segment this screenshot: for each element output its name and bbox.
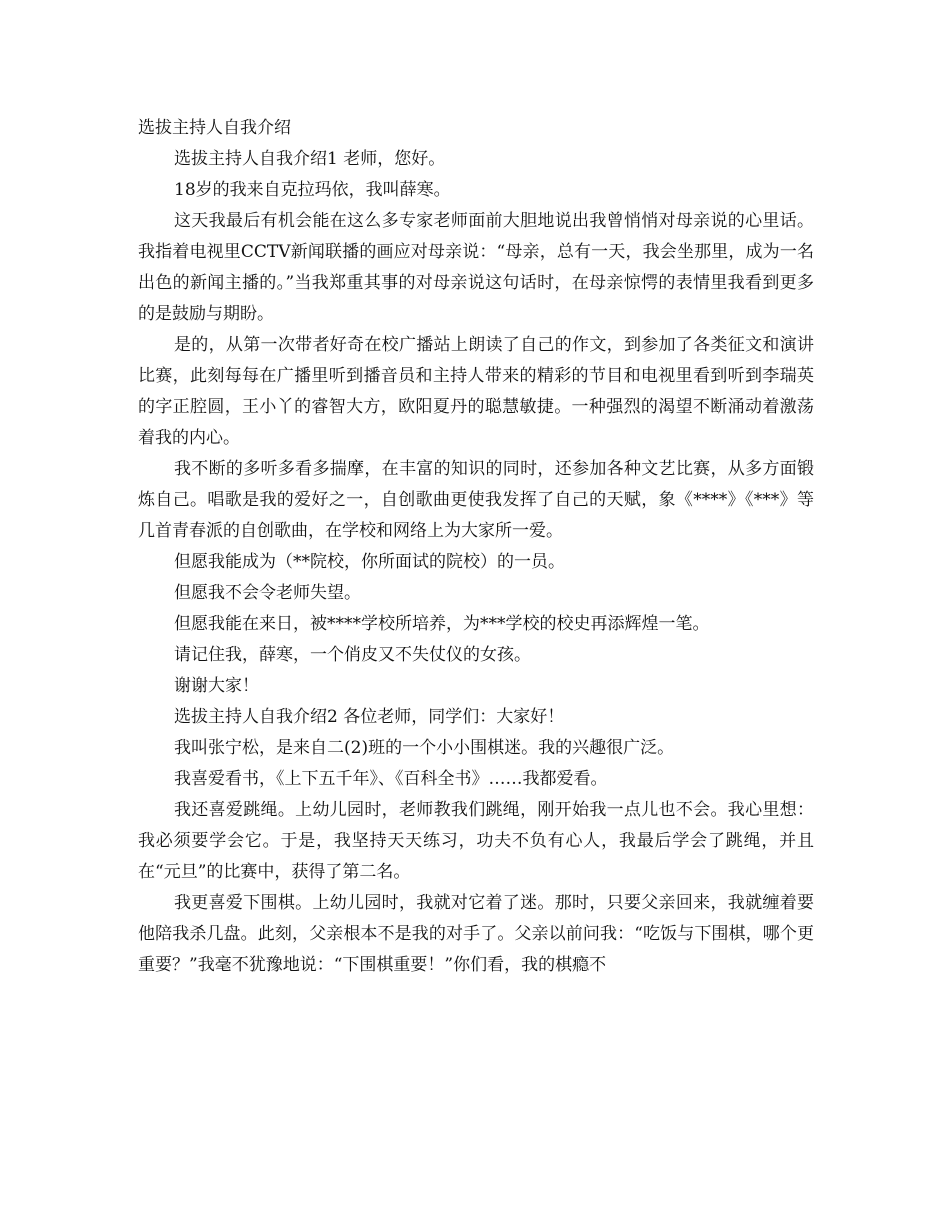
paragraph: 是的，从第一次带者好奇在校广播站上朗读了自己的作文，到参加了各类征文和演讲比赛，此刻每每在广播里听到播音员和主持人带来的精彩的节目和电视里看到听到李瑞英的字正腔圆，王小丫的睿智大方，欧阳夏丹的聪慧敏捷。一种强烈的渴望不断涌动着激荡着我的内心。 [138,335,814,448]
paragraph: 这天我最后有机会能在这么多专家老师面前大胆地说出我曾悄悄对母亲说的心里话。我指着电视里CCTV新闻联播的画应对母亲说：“母亲，总有一天，我会坐那里，成为一名出色的新闻主播的。”当我郑重其事的对母亲说这句话时，在母亲惊愕的表情里我看到更多的是鼓励与期盼。 [138,211,814,324]
paragraph: 我不断的多听多看多揣摩，在丰富的知识的同时，还参加各种文艺比赛，从多方面锻炼自己。唱歌是我的爱好之一，自创歌曲更使我发挥了自己的天赋，象《****》《***》等几首青春派的自创歌曲，在学校和网络上为大家所一爱。 [138,459,814,541]
paragraph: 但愿我能在来日，被****学校所培养，为***学校的校史再添辉煌一笔。 [174,614,710,634]
document-body [138,113,814,981]
paragraph: 我叫张宁松，是来自二(2)班的一个小小围棋迷。我的兴趣很广泛。 [174,738,675,758]
document-title: 选拔主持人自我介绍 [138,118,291,138]
paragraph: 我还喜爱跳绳。上幼儿园时，老师教我们跳绳，刚开始我一点儿也不会。我心里想：我必须要学会它。于是，我坚持天天练习，功夫不负有心人，我最后学会了跳绳，并且在“元旦”的比赛中，获得了第二名。 [138,800,814,882]
paragraph: 但愿我不会令老师失望。 [174,583,361,603]
paragraph: 我喜爱看书，《上下五千年》、《百科全书》……我都爱看。 [174,769,608,789]
paragraph: 18岁的我来自克拉玛依，我叫薛寒。 [174,180,451,200]
paragraph: 谢谢大家！ [174,676,259,696]
paragraph: 选拔主持人自我介绍2 各位老师，同学们：大家好！ [174,707,565,727]
paragraph: 我更喜爱下围棋。上幼儿园时，我就对它着了迷。那时，只要父亲回来，我就缠着要他陪我杀几盘。此刻，父亲根本不是我的对手了。父亲以前问我：“吃饭与下围棋，哪个更重要？”我毫不犹豫地说：“下围棋重要！”你们看，我的棋瘾不 [138,893,814,975]
paragraph: 请记住我，薛寒，一个俏皮又不失仗仪的女孩。 [174,645,531,665]
paragraph: 选拔主持人自我介绍1 老师，您好。 [174,149,446,169]
paragraph: 但愿我能成为（**院校，你所面试的院校）的一员。 [174,552,565,572]
